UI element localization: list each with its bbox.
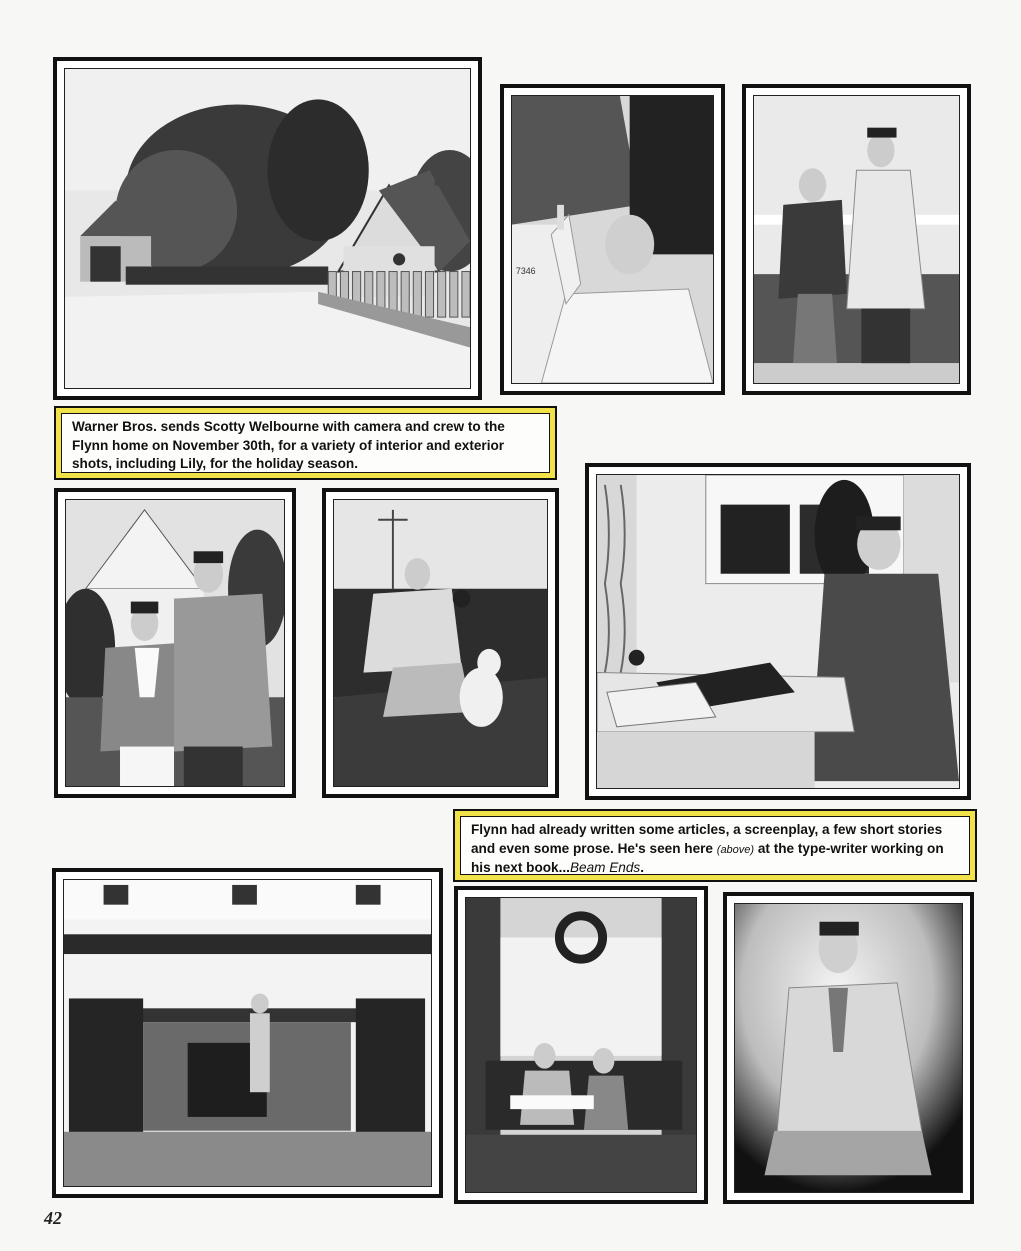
caption-writing (453, 809, 977, 882)
photo-flynn-waving (500, 84, 725, 395)
photo-flynn-with-dog (322, 488, 559, 798)
caption-writing-end: . (640, 860, 645, 875)
caption-writing-aside: (above) (716, 843, 755, 856)
photo-flynn-and-lily (54, 488, 296, 798)
page-number: 42 (44, 1208, 62, 1228)
caption-writing-continued: at the type-writer working on his next book... (471, 840, 944, 875)
caption-photo-session-text: Warner Bros. sends Scotty Welbourne with camera and crew to the Flynn home on November 30th, for a variety of interior and exterior shots, including Lily, for the holiday season. (61, 413, 550, 473)
house-number: 7346 (515, 266, 536, 277)
photo-flynn-portrait (723, 892, 974, 1204)
caption-writing-main: Flynn had already written some articles, a screenplay, a few short stories and even some prose. He's seen here (471, 822, 943, 856)
caption-writing-text (460, 816, 970, 875)
caption-photo-session (54, 406, 557, 480)
caption-writing-book-title: Beam Ends (569, 860, 641, 875)
photo-couple-on-sofa (454, 886, 708, 1204)
photo-flynn-at-typewriter (585, 463, 971, 800)
photo-house-exterior (53, 57, 482, 400)
photo-couple-coats (742, 84, 971, 395)
photo-fireplace-room (52, 868, 443, 1198)
